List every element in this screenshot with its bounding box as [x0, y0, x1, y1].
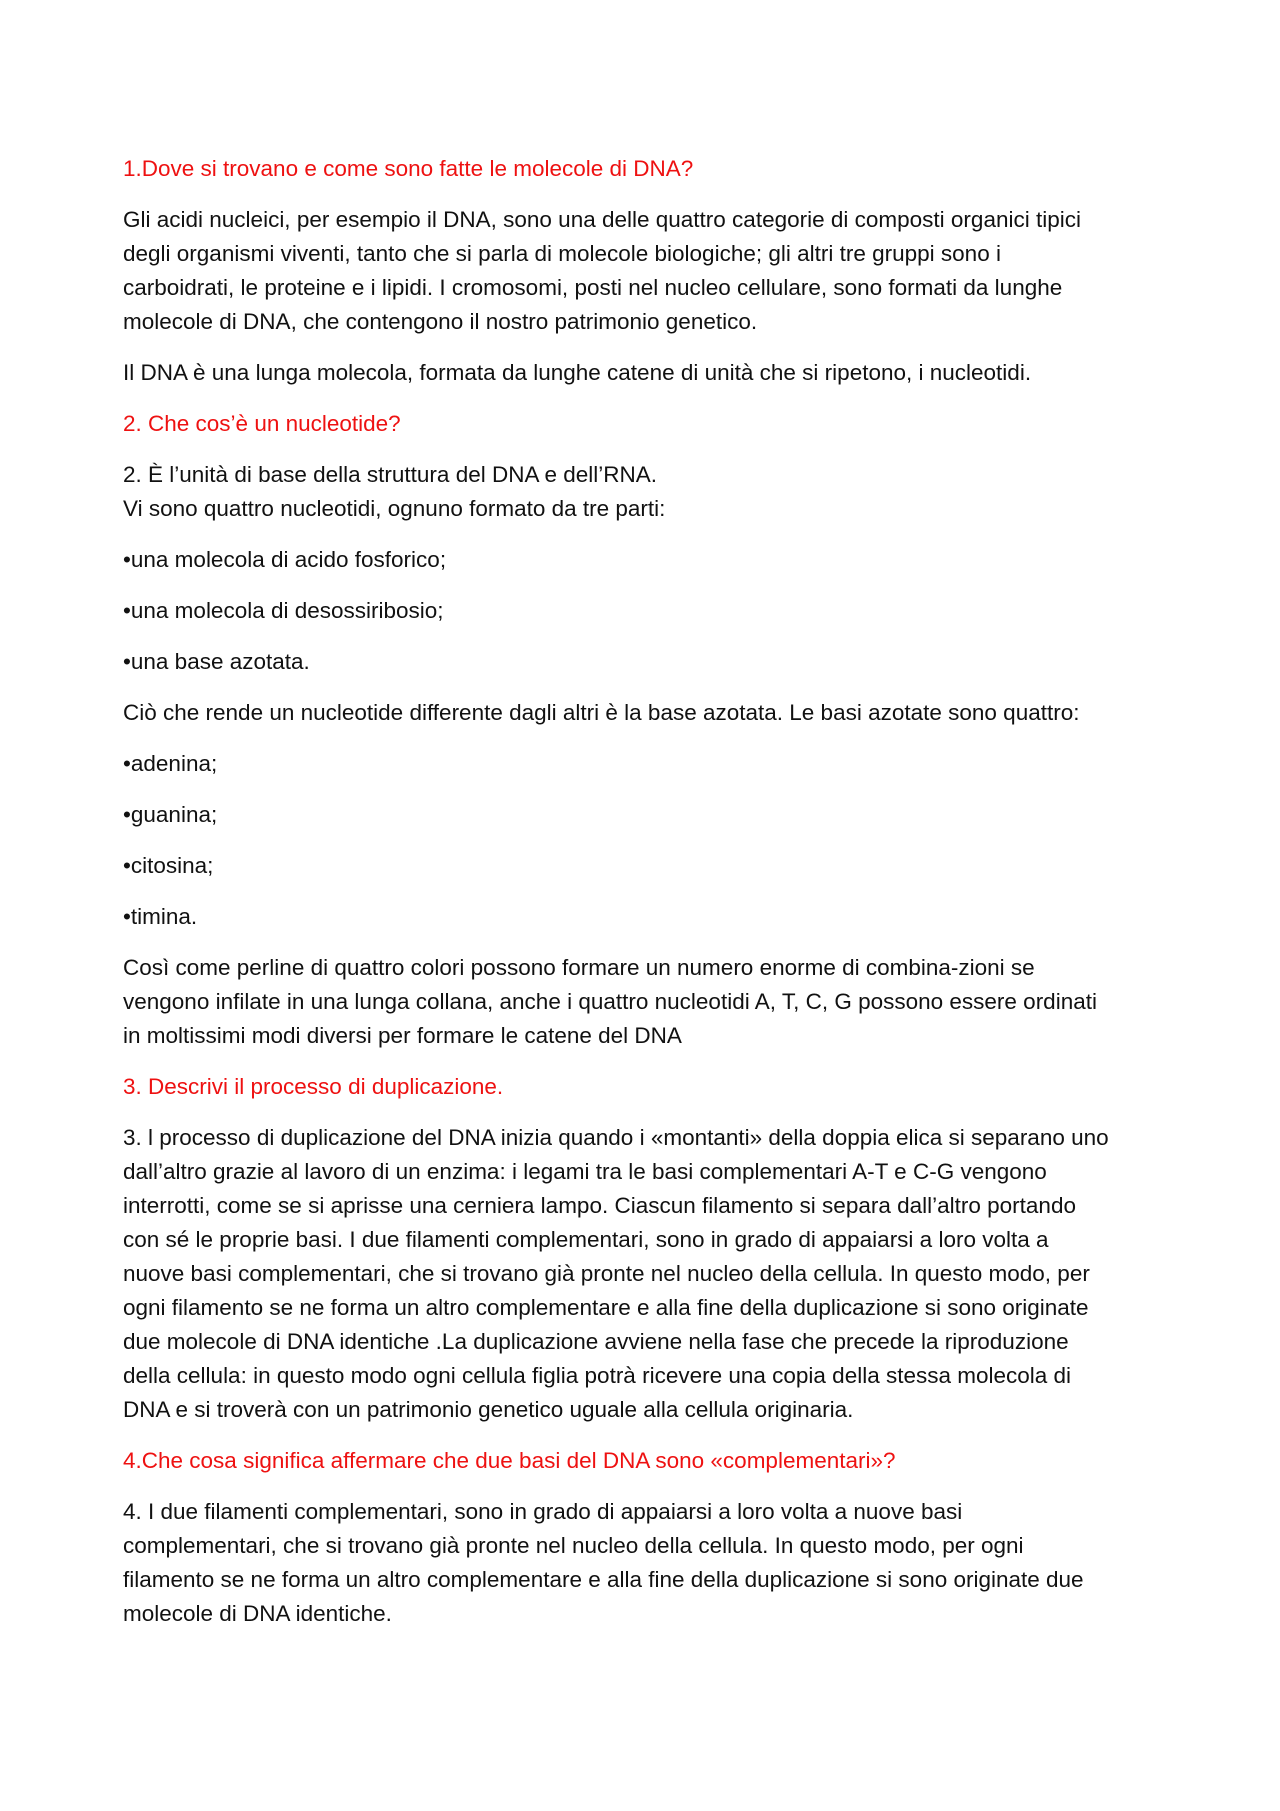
- bullet-icon: •: [123, 904, 131, 929]
- answer-4-paragraph: [123, 1495, 1183, 1631]
- answer-line: 4. I due filamenti complementari, sono in grado di appaiarsi a loro volta a nuove basi: [123, 1499, 963, 1524]
- bullet-item-part: [123, 543, 1183, 577]
- bullet-text: guanina;: [130, 802, 218, 827]
- bullet-item-base: [123, 798, 1183, 832]
- answer-line: nuove basi complementari, che si trovano già pronte nel nucleo della cellula. In questo modo, per: [123, 1261, 1090, 1286]
- bullet-icon: •: [123, 853, 131, 878]
- bullet-icon: •: [123, 649, 131, 674]
- answer-line: Gli acidi nucleici, per esempio il DNA, sono una delle quattro categorie di composti organici tipici: [123, 207, 1081, 232]
- answer-line: molecole di DNA identiche.: [123, 1601, 392, 1626]
- answer-line: molecole di DNA, che contengono il nostro patrimonio genetico.: [123, 309, 758, 334]
- question-1: 1.Dove si trovano e come sono fatte le molecole di DNA?: [123, 156, 694, 181]
- answer-3-paragraph: [123, 1121, 1183, 1427]
- bullet-text: una molecola di desossiribosio;: [130, 598, 444, 623]
- answer-line: carboidrati, le proteine e i lipidi. I cromosomi, posti nel nucleo cellulare, sono formati da lunghe: [123, 275, 1063, 300]
- answer-line: in moltissimi modi diversi per formare le catene del DNA: [123, 1023, 682, 1048]
- answer-line: della cellula: in questo modo ogni cellula figlia potrà ricevere una copia della stessa molecola di: [123, 1363, 1072, 1388]
- answer-2-paragraph: [123, 458, 1183, 526]
- answer-line: filamento se ne forma un altro complementare e alla fine della duplicazione si sono originate due: [123, 1567, 1084, 1592]
- bullet-item-part: [123, 645, 1183, 679]
- answer-2c-paragraph: [123, 951, 1183, 1053]
- answer-line: con sé le proprie basi. I due filamenti complementari, sono in grado di appaiarsi a loro volta a: [123, 1227, 1049, 1252]
- bullet-icon: •: [123, 802, 131, 827]
- answer-line: degli organismi viventi, tanto che si parla di molecole biologiche; gli altri tre gruppi sono i: [123, 241, 1001, 266]
- question-4: 4.Che cosa significa affermare che due basi del DNA sono «complementari»?: [123, 1448, 896, 1473]
- bullet-text: una base azotata.: [130, 649, 310, 674]
- answer-2b-paragraph: Ciò che rende un nucleotide differente dagli altri è la base azotata. Le basi azotate sono quattro:: [123, 700, 1080, 725]
- answer-line: due molecole di DNA identiche .La duplicazione avviene nella fase che precede la riproduzione: [123, 1329, 1069, 1354]
- answer-line: interrotti, come se si aprisse una cerniera lampo. Ciascun filamento si separa dall’altro portando: [123, 1193, 1076, 1218]
- bullet-text: timina.: [130, 904, 198, 929]
- answer-line: 2. È l’unità di base della struttura del DNA e dell’RNA.: [123, 462, 658, 487]
- document-page: [123, 152, 1183, 1648]
- answer-line: DNA e si troverà con un patrimonio genetico uguale alla cellula originaria.: [123, 1397, 854, 1422]
- bullet-item-base: [123, 900, 1183, 934]
- bullet-item-base: [123, 849, 1183, 883]
- bullet-text: citosina;: [130, 853, 214, 878]
- answer-line: Così come perline di quattro colori possono formare un numero enorme di combina-zioni se: [123, 955, 1035, 980]
- answer-1-paragraph: [123, 203, 1183, 339]
- bullet-text: una molecola di acido fosforico;: [130, 547, 447, 572]
- bullet-icon: •: [123, 547, 131, 572]
- question-2: 2. Che cos’è un nucleotide?: [123, 411, 401, 436]
- answer-line: complementari, che si trovano già pronte nel nucleo della cellula. In questo modo, per ogni: [123, 1533, 1024, 1558]
- answer-line: dall’altro grazie al lavoro di un enzima: i legami tra le basi complementari A-T e C-G vengono: [123, 1159, 1047, 1184]
- bullet-item-base: [123, 747, 1183, 781]
- answer-1b-paragraph: Il DNA è una lunga molecola, formata da lunghe catene di unità che si ripetono, i nucleotidi.: [123, 360, 1032, 385]
- bullet-icon: •: [123, 598, 131, 623]
- bullet-text: adenina;: [130, 751, 218, 776]
- answer-line: 3. l processo di duplicazione del DNA inizia quando i «montanti» della doppia elica si separano uno: [123, 1125, 1109, 1150]
- bullet-icon: •: [123, 751, 131, 776]
- bullet-item-part: [123, 594, 1183, 628]
- answer-line: Vi sono quattro nucleotidi, ognuno formato da tre parti:: [123, 496, 666, 521]
- answer-line: ogni filamento se ne forma un altro complementare e alla fine della duplicazione si sono originate: [123, 1295, 1089, 1320]
- question-3: 3. Descrivi il processo di duplicazione.: [123, 1074, 504, 1099]
- answer-line: vengono infilate in una lunga collana, anche i quattro nucleotidi A, T, C, G possono essere ordinati: [123, 989, 1097, 1014]
